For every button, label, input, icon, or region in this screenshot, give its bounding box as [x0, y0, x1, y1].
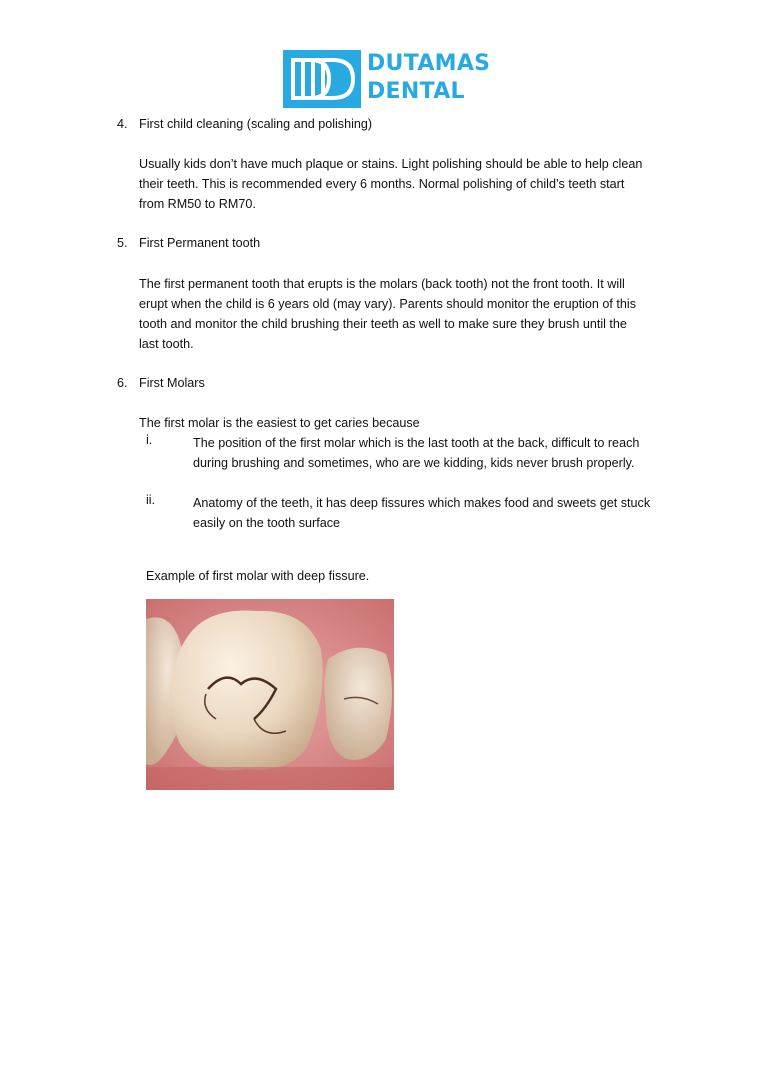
logo-wordmark — [367, 50, 490, 106]
paragraph-line: erupt when the child is 6 years old (may vary). Parents should monitor the eruption of this — [139, 297, 636, 311]
paragraph-line: last tooth. — [139, 337, 194, 351]
paragraph-line: tooth and monitor the child brushing their teeth as well to make sure they brush until the — [139, 317, 627, 331]
section-4-number: 4. — [117, 117, 128, 131]
paragraph-line: The first permanent tooth that erupts is the molars (back tooth) not the front tooth. It will — [139, 277, 625, 291]
subitem-line: The position of the first molar which is the last tooth at the back, difficult to reach — [193, 436, 640, 450]
first-molar-photo — [146, 599, 394, 790]
subitem-numeral-ii: ii. — [146, 493, 156, 507]
paragraph-line: from RM50 to RM70. — [139, 197, 256, 211]
section-4-title: First child cleaning (scaling and polishing) — [139, 117, 373, 131]
subitem-numeral-i: i. — [146, 433, 153, 447]
section-5-title: First Permanent tooth — [139, 236, 261, 250]
section-5-number: 5. — [117, 236, 128, 250]
logo-line-2: DENTAL — [367, 79, 465, 104]
dd-monogram-icon — [283, 48, 363, 110]
section-6-intro: The first molar is the easiest to get caries because — [139, 416, 420, 430]
dutamas-dental-logo — [283, 48, 493, 112]
subitem-line: Anatomy of the teeth, it has deep fissures which makes food and sweets get stuck — [193, 496, 651, 510]
section-5-paragraph — [139, 274, 669, 354]
image-caption: Example of first molar with deep fissure. — [146, 569, 370, 583]
paragraph-line: their teeth. This is recommended every 6 months. Normal polishing of child’s teeth start — [139, 177, 625, 191]
paragraph-line: Usually kids don’t have much plaque or stains. Light polishing should be able to help clean — [139, 157, 643, 171]
subitem-i-text — [193, 433, 683, 473]
logo-line-1: DUTAMAS — [367, 51, 491, 76]
subitem-ii-text — [193, 493, 683, 533]
section-6-number: 6. — [117, 376, 128, 390]
subitem-line: during brushing and sometimes, who are we kidding, kids never brush properly. — [193, 456, 635, 470]
section-6-title: First Molars — [139, 376, 205, 390]
subitem-line: easily on the tooth surface — [193, 516, 341, 530]
section-4-paragraph — [139, 154, 669, 214]
